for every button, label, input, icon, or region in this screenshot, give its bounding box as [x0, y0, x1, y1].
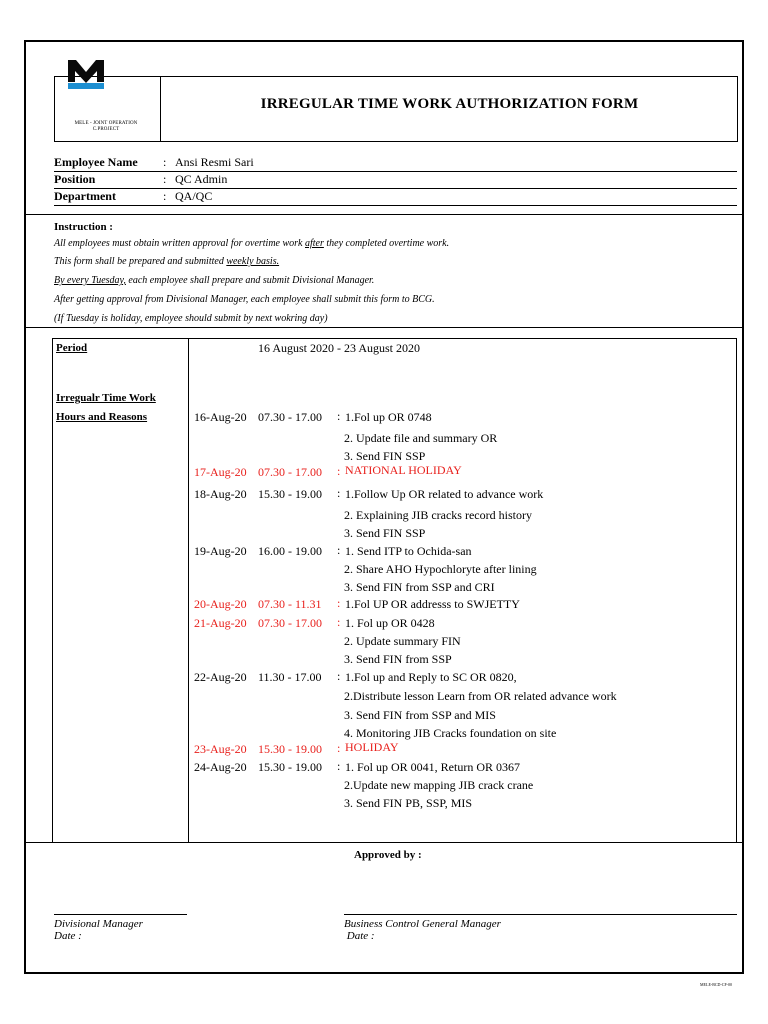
entry-reason: 3. Send FIN from SSP and CRI [344, 580, 495, 594]
department-value: QA/QC [175, 189, 213, 203]
divider [54, 171, 737, 172]
form-title: IRREGULAR TIME WORK AUTHORIZATION FORM [260, 96, 639, 112]
entry-colon: : [337, 409, 341, 423]
signature-line-divisional-manager [54, 914, 187, 915]
entry-time: 07.30 - 17.00 [258, 465, 322, 479]
entry-time: 15.30 - 19.00 [258, 760, 322, 774]
entry-date: 21-Aug-20 [194, 616, 247, 630]
instruction-line-3: By every Tuesday, each employee shall prepare and submit Divisional Manager. [54, 275, 375, 286]
instruction-line-5: (If Tuesday is holiday, employee should submit by next wokring day) [54, 313, 328, 324]
entry-reason: 3. Send FIN PB, SSP, MIS [344, 796, 473, 810]
logo-caption: MELE - JOINT OPERATION C.PROJECT [74, 121, 138, 132]
entry-reason: 1. Fol up OR 0041, Return OR 0367 [345, 760, 521, 774]
form-code: MELE-BCD-CF-00 [700, 982, 732, 987]
entry-date: 19-Aug-20 [194, 544, 247, 558]
divider [54, 188, 737, 189]
entry-colon: : [337, 464, 341, 478]
entry-time: 07.30 - 17.00 [258, 616, 322, 630]
employee-name-value: Ansi Resmi Sari [175, 155, 254, 169]
entry-reason: 2. Share AHO Hypochloryte after lining [344, 562, 537, 576]
position-label: Position [54, 172, 96, 186]
period-label: Period [56, 342, 88, 354]
instruction-line-2: This form shall be prepared and submitted weekly basis. [54, 256, 280, 267]
department-label: Department [54, 189, 116, 203]
entry-time: 16.00 - 19.00 [258, 544, 322, 558]
signature-line-bcg-manager [344, 914, 737, 915]
entry-reason: 3. Send FIN SSP [344, 526, 426, 540]
employee-name-colon: : [163, 155, 167, 169]
instruction-line-1: All employees must obtain written approval for overtime work after they completed overtime work. [54, 238, 450, 249]
divisional-manager-title: Divisional Manager [54, 918, 143, 930]
entry-date: 20-Aug-20 [194, 597, 247, 611]
entry-reason: 4. Monitoring JIB Cracks foundation on site [344, 726, 557, 740]
entry-reason: 1.Follow Up OR related to advance work [345, 487, 544, 501]
divisional-manager-date: Date : [54, 930, 82, 942]
entry-reason: 2. Update summary FIN [344, 634, 461, 648]
section-divider [25, 214, 743, 215]
entry-reason: 1.Fol UP OR addresss to SWJETTY [345, 597, 520, 611]
entry-colon: : [337, 615, 341, 629]
entry-date: 16-Aug-20 [194, 410, 247, 424]
entry-colon: : [337, 543, 341, 557]
entry-time: 07.30 - 17.00 [258, 410, 322, 424]
entry-colon: : [337, 669, 341, 683]
entry-date: 17-Aug-20 [194, 465, 247, 479]
entry-date: 18-Aug-20 [194, 487, 247, 501]
department-colon: : [163, 189, 167, 203]
section-divider [25, 842, 743, 843]
company-logo [66, 58, 106, 92]
entry-date: 23-Aug-20 [194, 742, 247, 756]
entry-time: 11.30 - 17.00 [258, 670, 322, 684]
entry-date: 22-Aug-20 [194, 670, 247, 684]
entry-reason: 2.Distribute lesson Learn from OR related advance work [344, 689, 617, 703]
entry-reason: 1.Fol up OR 0748 [345, 410, 432, 424]
entry-colon: : [337, 486, 341, 500]
entry-reason: 3. Send FIN SSP [344, 449, 426, 463]
entry-reason: 1. Send ITP to Ochida-san [345, 544, 472, 558]
instruction-heading: Instruction : [54, 221, 113, 233]
entry-reason: 2. Update file and summary OR [344, 431, 498, 445]
entry-colon: : [337, 596, 341, 610]
entry-reason: HOLIDAY [345, 740, 399, 754]
approved-by-heading: Approved by : [354, 849, 422, 861]
position-value: QC Admin [175, 172, 228, 186]
entry-time: 15.30 - 19.00 [258, 487, 322, 501]
entry-reason: 2. Explaining JIB cracks record history [344, 508, 532, 522]
entry-reason: 1.Fol up and Reply to SC OR 0820, [345, 670, 517, 684]
period-table-divider [188, 338, 189, 842]
entry-colon: : [337, 741, 341, 755]
entry-date: 24-Aug-20 [194, 760, 247, 774]
entry-colon: : [337, 759, 341, 773]
entry-time: 07.30 - 11.31 [258, 597, 322, 611]
entry-reason: NATIONAL HOLIDAY [345, 463, 462, 477]
entry-reason: 3. Send FIN from SSP and MIS [344, 708, 496, 722]
entry-reason: 1. Fol up OR 0428 [345, 616, 435, 630]
employee-name-label: Employee Name [54, 155, 138, 169]
entry-reason: 2.Update new mapping JIB crack crane [344, 778, 534, 792]
position-colon: : [163, 172, 167, 186]
period-value: 16 August 2020 - 23 August 2020 [258, 341, 421, 355]
bcg-manager-date: Date : [344, 930, 375, 942]
bcg-manager-title: Business Control General Manager [344, 918, 501, 930]
instruction-line-4: After getting approval from Divisional Manager, each employee shall submit this form to BCG. [54, 294, 435, 305]
hours-label-line-1: Irregualr Time Work [56, 392, 156, 404]
entry-time: 15.30 - 19.00 [258, 742, 322, 756]
hours-label-line-2: Hours and Reasons [56, 411, 148, 423]
divider [54, 205, 737, 206]
entry-reason: 3. Send FIN from SSP [344, 652, 452, 666]
section-divider [25, 327, 743, 328]
